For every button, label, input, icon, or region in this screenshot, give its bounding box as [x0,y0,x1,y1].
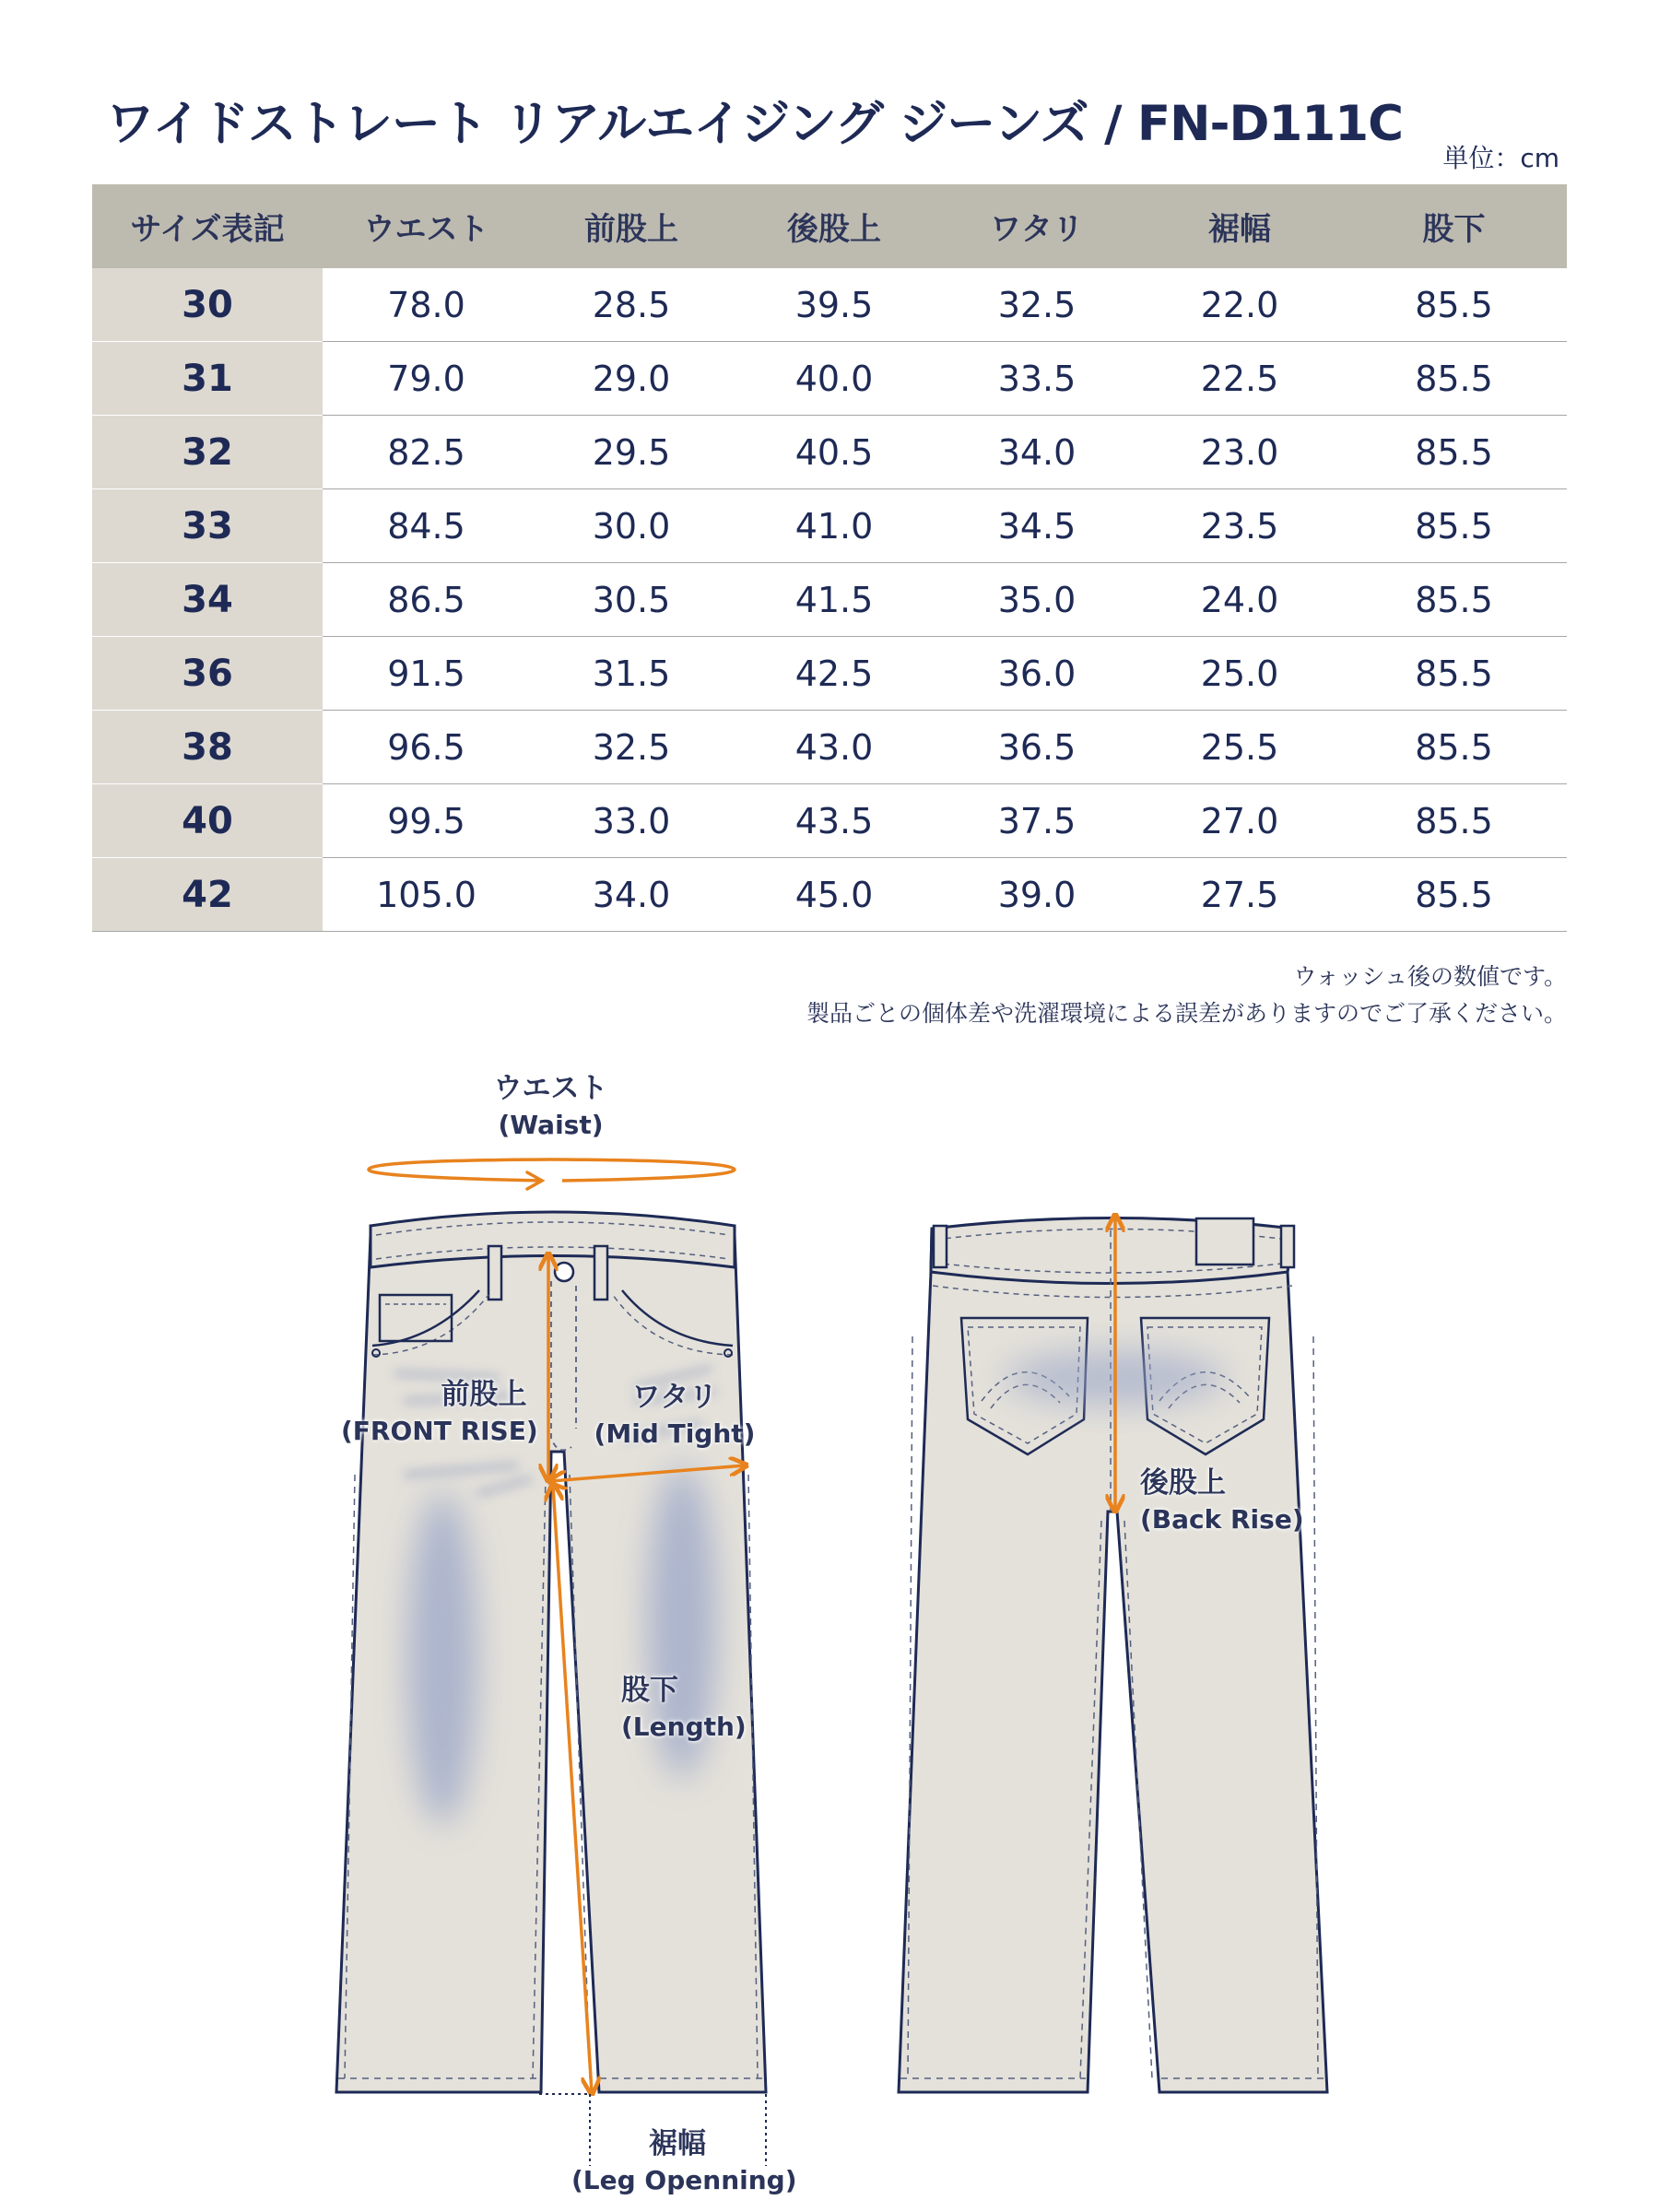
measurement-cell: 22.5 [1138,342,1341,416]
front-rise-label-jp: 前股上 [441,1378,527,1411]
header-inseam: 股下 [1341,184,1567,268]
measurement-cell: 27.0 [1138,784,1341,858]
measurement-cell: 33.0 [530,784,733,858]
measurement-cell: 85.5 [1341,268,1567,342]
back-rise-label-jp: 後股上 [1140,1466,1226,1500]
header-front-rise: 前股上 [530,184,733,268]
mid-thigh-label-jp: ワタリ [631,1381,718,1414]
measurement-cell: 35.0 [935,563,1138,637]
measurement-cell: 85.5 [1341,416,1567,489]
size-cell: 31 [92,342,323,416]
measurement-cell: 41.0 [733,489,935,563]
measurement-cell: 39.0 [935,858,1138,932]
measurement-cell: 85.5 [1341,563,1567,637]
header-leg-opening: 裾幅 [1138,184,1341,268]
note-washed: ウォッシュ後の数値です。 [1293,963,1567,990]
measurement-cell: 43.0 [733,711,935,784]
measurement-cell: 84.5 [323,489,530,563]
leg-opening-label-jp: 裾幅 [649,2127,706,2160]
measurement-cell: 78.0 [323,268,530,342]
measurement-cell: 36.5 [935,711,1138,784]
measurement-cell: 24.0 [1138,563,1341,637]
size-cell: 42 [92,858,323,932]
measurement-cell: 85.5 [1341,858,1567,932]
header-mid-thigh: ワタリ [935,184,1138,268]
measurement-cell: 36.0 [935,637,1138,711]
size-cell: 40 [92,784,323,858]
measurement-cell: 37.5 [935,784,1138,858]
waist-label-en: (Waist) [498,1110,604,1140]
leg-opening-label-en: (Leg Openning) [571,2165,797,2195]
measurement-cell: 29.0 [530,342,733,416]
measurement-cell: 33.5 [935,342,1138,416]
measurement-cell: 42.5 [733,637,935,711]
measurement-cell: 23.0 [1138,416,1341,489]
measurement-cell: 41.5 [733,563,935,637]
size-cell: 30 [92,268,323,342]
measurement-cell: 30.5 [530,563,733,637]
page-title: ワイドストレート リアルエイジング ジーンズ / FN-D111C [106,96,1403,152]
measurement-cell: 25.0 [1138,637,1341,711]
measurement-cell: 85.5 [1341,489,1567,563]
length-label-en: (Length) [621,1712,747,1742]
waist-arrow [369,1159,735,1181]
measurement-cell: 28.5 [530,268,733,342]
waist-label [484,1065,618,1140]
measurement-cell: 82.5 [323,416,530,489]
header-waist: ウエスト [323,184,530,268]
size-cell: 34 [92,563,323,637]
measurement-cell: 27.5 [1138,858,1341,932]
length-label [621,1666,747,1742]
measurement-cell: 91.5 [323,637,530,711]
measurement-cell: 25.5 [1138,711,1341,784]
front-jeans-illustration [336,1212,766,2092]
measurement-cell: 22.0 [1138,268,1341,342]
back-rise-label-en: (Back Rise) [1140,1504,1304,1535]
measurement-cell: 39.5 [733,268,935,342]
measurement-cell: 43.5 [733,784,935,858]
measurement-cell: 34.0 [935,416,1138,489]
mid-thigh-label-en: (Mid Tight) [594,1418,756,1449]
measurement-cell: 34.5 [935,489,1138,563]
length-label-jp: 股下 [621,1674,678,1707]
measurement-cell: 30.0 [530,489,733,563]
measurement-cell: 85.5 [1341,342,1567,416]
front-rise-label-en: (FRONT RISE) [341,1416,538,1446]
header-size: サイズ表記 [92,184,323,268]
size-cell: 32 [92,416,323,489]
mid-thigh-label [582,1373,767,1449]
measurement-cell: 85.5 [1341,711,1567,784]
unit-label: 単位：cm [1442,143,1559,173]
waist-label-jp: ウエスト [493,1072,608,1105]
size-cell: 38 [92,711,323,784]
measurement-cell: 45.0 [733,858,935,932]
measurement-cell: 86.5 [323,563,530,637]
measurement-cell: 23.5 [1138,489,1341,563]
measurement-cell: 85.5 [1341,784,1567,858]
measurement-cell: 96.5 [323,711,530,784]
front-rise-label [341,1371,599,1446]
measurement-cell: 85.5 [1341,637,1567,711]
measurement-cell: 79.0 [323,342,530,416]
measurement-cell: 105.0 [323,858,530,932]
measurement-cell: 40.0 [733,342,935,416]
measurement-cell: 31.5 [530,637,733,711]
measurement-cell: 29.5 [530,416,733,489]
measurement-cell: 32.5 [935,268,1138,342]
measurement-cell: 34.0 [530,858,733,932]
size-cell: 33 [92,489,323,563]
back-rise-label [1140,1459,1304,1535]
size-cell: 36 [92,637,323,711]
measurement-cell: 32.5 [530,711,733,784]
header-back-rise: 後股上 [733,184,935,268]
back-jeans-illustration [899,1218,1327,2093]
note-disclaimer: 製品ごとの個体差や洗濯環境による誤差がありますのでご了承ください。 [806,1000,1567,1027]
measurement-cell: 99.5 [323,784,530,858]
leg-opening-label [571,2120,797,2195]
measurement-cell: 40.5 [733,416,935,489]
